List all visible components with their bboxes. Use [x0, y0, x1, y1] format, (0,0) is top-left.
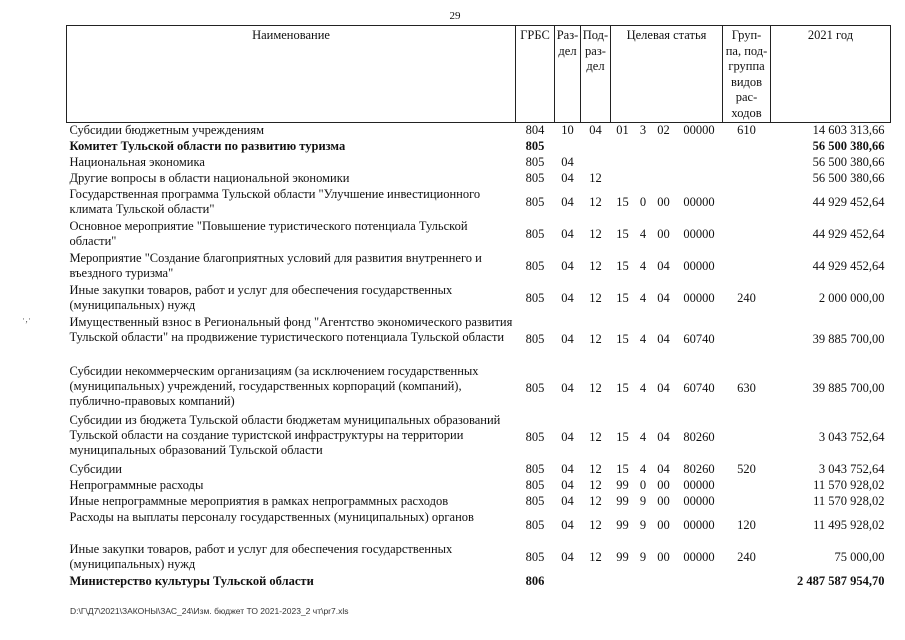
row-amount: 39 885 700,00: [812, 331, 885, 346]
row-target-direction: 80260: [683, 429, 715, 444]
row-target-event: 04: [657, 380, 670, 395]
row-name: Субсидии: [69, 461, 122, 476]
row-grbs: 805: [525, 429, 545, 444]
row-name: Национальная экономика: [69, 154, 205, 169]
row-podrazdel: 12: [589, 195, 602, 209]
row-target-subprogram: 4: [639, 462, 647, 476]
row-razdel: 04: [561, 518, 574, 532]
row-grbs: 804: [525, 123, 545, 138]
row-amount: 56 500 380,66: [812, 139, 885, 153]
row-target-direction: 00000: [683, 550, 715, 564]
table-row: [67, 542, 891, 574]
row-amount: 44 929 452,64: [812, 259, 885, 273]
row-target-direction: 60740: [683, 331, 715, 346]
table-row: [67, 219, 891, 251]
row-target-program: 15: [616, 259, 629, 273]
row-amount: 2 000 000,00: [818, 291, 885, 305]
table-header-row: [67, 26, 891, 123]
row-expense-group: [723, 574, 771, 590]
row-target-subprogram: 0: [639, 478, 647, 492]
row-grbs: 805: [525, 462, 545, 476]
row-grbs: 805: [525, 171, 545, 185]
row-expense-group: [723, 251, 771, 283]
margin-mark: ·‚·: [22, 314, 31, 324]
row-target-subprogram: 4: [639, 227, 647, 241]
row-podrazdel: 12: [589, 331, 602, 346]
row-expense-group: 240: [737, 291, 756, 305]
header-razdel: Раз- дел: [555, 26, 581, 123]
row-expense-group: [723, 413, 771, 462]
row-target-program: 01: [616, 123, 629, 138]
table-row: [67, 364, 891, 413]
row-razdel: [555, 574, 581, 590]
row-name: Мероприятие "Создание благоприятных условий для развития внутреннего и въездного туризма": [69, 250, 482, 280]
row-razdel: 04: [561, 462, 574, 476]
row-target-direction: [676, 139, 723, 155]
row-amount: 3 043 752,64: [818, 462, 885, 476]
row-expense-group: [723, 315, 771, 364]
row-target-program: [611, 139, 635, 155]
row-target-subprogram: [635, 574, 652, 590]
row-target-subprogram: [635, 155, 652, 171]
row-target-event: 00: [657, 227, 670, 241]
row-target-subprogram: 4: [639, 380, 647, 395]
row-razdel: 04: [561, 259, 574, 273]
table-body: [67, 123, 891, 590]
row-podrazdel: 12: [589, 380, 602, 395]
row-target-program: 15: [616, 429, 629, 444]
row-amount: 56 500 380,66: [812, 171, 885, 185]
row-name: Имущественный взнос в Региональный фонд "Агентство экономического развития Тульской области" на продвижение туристического потенциала Тульской области: [69, 314, 513, 344]
row-expense-group: [723, 219, 771, 251]
row-target-event: 00: [657, 550, 670, 564]
row-grbs: 805: [525, 139, 545, 153]
row-podrazdel: 12: [589, 227, 602, 241]
row-razdel: 04: [561, 478, 574, 492]
row-razdel: [555, 139, 581, 155]
row-grbs: 805: [525, 195, 545, 209]
row-target-event: 04: [657, 259, 670, 273]
header-year: 2021 год: [771, 26, 891, 123]
row-target-program: 15: [616, 462, 629, 476]
row-grbs: 805: [525, 550, 545, 564]
row-target-program: 15: [616, 195, 629, 209]
row-grbs: 805: [525, 478, 545, 492]
row-target-subprogram: 0: [639, 195, 647, 209]
header-target-article: Целевая статья: [611, 26, 723, 123]
row-razdel: 04: [561, 171, 574, 185]
row-name: Иные закупки товаров, работ и услуг для обеспечения государственных (муниципальных) нужд: [69, 282, 453, 312]
row-amount: 11 570 928,02: [813, 478, 885, 492]
row-podrazdel: 12: [589, 171, 602, 185]
row-amount: 14 603 313,66: [812, 123, 885, 138]
row-amount: 2 487 587 954,70: [797, 574, 885, 588]
row-expense-group: [723, 478, 771, 494]
row-grbs: 805: [525, 291, 545, 305]
row-target-program: 15: [616, 227, 629, 241]
budget-table-container: [66, 25, 890, 590]
row-target-event: 02: [657, 123, 670, 138]
row-grbs: 805: [525, 380, 545, 395]
row-razdel: 04: [561, 227, 574, 241]
row-name: Другие вопросы в области национальной экономики: [69, 170, 350, 185]
row-amount: 44 929 452,64: [812, 195, 885, 209]
table-row: [67, 494, 891, 510]
row-razdel: 04: [561, 195, 574, 209]
row-target-direction: [676, 574, 723, 590]
row-target-event: 04: [657, 429, 670, 444]
row-name: Непрограммные расходы: [69, 477, 204, 492]
row-name: Иные непрограммные мероприятия в рамках непрограммных расходов: [69, 493, 449, 508]
row-amount: 44 929 452,64: [812, 227, 885, 241]
row-podrazdel: 12: [589, 550, 602, 564]
file-path-footer: D:\Г\Д7\2021\ЗАКОНЫ\ЗАС_24\Изм. бюджет ТО 2021-2023_2 чт\pr7.xls: [70, 606, 349, 616]
row-target-event: 00: [657, 195, 670, 209]
row-expense-group: [723, 139, 771, 155]
row-target-subprogram: 9: [639, 494, 647, 508]
row-razdel: 04: [561, 291, 574, 305]
row-podrazdel: 12: [589, 478, 602, 492]
row-expense-group: 520: [737, 462, 756, 476]
page-number: 29: [449, 10, 461, 22]
row-expense-group: 610: [737, 123, 756, 138]
row-amount: 56 500 380,66: [812, 155, 885, 169]
row-grbs: 805: [525, 518, 545, 532]
row-grbs: 806: [525, 574, 545, 588]
row-podrazdel: [581, 155, 611, 171]
row-target-event: [652, 171, 676, 187]
row-name: Субсидии некоммерческим организациям (за исключением государственных (муниципальных) учреждений, государственных корпораций (компаний), публично-правовых компаний): [69, 363, 479, 408]
row-target-program: 99: [616, 518, 629, 532]
row-razdel: 04: [561, 550, 574, 564]
row-target-event: 00: [657, 478, 670, 492]
row-podrazdel: 12: [589, 291, 602, 305]
row-target-subprogram: 4: [639, 259, 647, 273]
row-target-program: [611, 574, 635, 590]
row-podrazdel: [581, 574, 611, 590]
row-target-direction: [676, 155, 723, 171]
row-expense-group: [723, 155, 771, 171]
row-name: Субсидии бюджетным учреждениям: [69, 123, 265, 137]
row-target-direction: 60740: [683, 380, 715, 395]
row-grbs: 805: [525, 331, 545, 346]
row-target-direction: 00000: [683, 291, 715, 305]
row-target-direction: 00000: [683, 227, 715, 241]
row-razdel: 04: [561, 429, 574, 444]
row-podrazdel: 12: [589, 259, 602, 273]
row-grbs: 805: [525, 259, 545, 273]
row-podrazdel: 04: [589, 123, 602, 138]
row-target-program: [611, 171, 635, 187]
row-expense-group: 630: [737, 380, 756, 395]
row-target-event: [652, 155, 676, 171]
row-expense-group: [723, 171, 771, 187]
row-grbs: 805: [525, 155, 545, 169]
row-podrazdel: 12: [589, 462, 602, 476]
row-razdel: 04: [561, 331, 574, 346]
table-row: [67, 283, 891, 315]
row-podrazdel: 12: [589, 429, 602, 444]
row-target-direction: 00000: [683, 123, 715, 138]
row-name: Расходы на выплаты персоналу государственных (муниципальных) органов: [69, 509, 474, 524]
row-target-program: 99: [616, 478, 629, 492]
row-target-program: 15: [616, 380, 629, 395]
row-target-program: 15: [616, 291, 629, 305]
row-razdel: 04: [561, 155, 574, 169]
budget-table: [66, 25, 891, 590]
row-razdel: 04: [561, 494, 574, 508]
table-row: [67, 462, 891, 478]
row-podrazdel: [581, 139, 611, 155]
header-podrazdel: Под- раз- дел: [581, 26, 611, 123]
row-grbs: 805: [525, 227, 545, 241]
row-target-event: [652, 139, 676, 155]
row-target-subprogram: 9: [639, 550, 647, 564]
table-row: [67, 574, 891, 590]
row-target-event: 04: [657, 291, 670, 305]
row-target-direction: 80260: [683, 462, 715, 476]
row-expense-group: 240: [737, 550, 756, 564]
row-target-event: 04: [657, 331, 670, 346]
table-row: [67, 413, 891, 462]
row-target-direction: 00000: [683, 478, 715, 492]
row-target-event: [652, 574, 676, 590]
row-target-direction: 00000: [683, 518, 715, 532]
row-amount: 11 570 928,02: [813, 494, 885, 508]
table-row: [67, 315, 891, 364]
row-podrazdel: 12: [589, 518, 602, 532]
row-amount: 11 495 928,02: [813, 518, 885, 532]
row-amount: 3 043 752,64: [818, 429, 885, 444]
row-target-program: 99: [616, 494, 629, 508]
row-amount: 75 000,00: [834, 550, 885, 564]
row-expense-group: [723, 494, 771, 510]
row-name: Основное мероприятие "Повышение туристического потенциала Тульской области": [69, 218, 468, 248]
row-target-subprogram: 4: [639, 331, 647, 346]
header-expense-group: Груп- па, под- группа видов рас- ходов: [723, 26, 771, 123]
table-row: [67, 123, 891, 139]
row-target-direction: 00000: [683, 494, 715, 508]
row-name: Государственная программа Тульской области "Улучшение инвестиционного климата Тульской области": [69, 186, 481, 216]
row-target-subprogram: 4: [639, 291, 647, 305]
table-row: [67, 155, 891, 171]
row-razdel: 04: [561, 380, 574, 395]
header-name: Наименование: [67, 26, 516, 123]
row-target-program: 15: [616, 331, 629, 346]
table-row: [67, 510, 891, 542]
table-row: [67, 171, 891, 187]
row-target-program: 99: [616, 550, 629, 564]
row-target-subprogram: 3: [639, 123, 647, 138]
row-podrazdel: 12: [589, 494, 602, 508]
row-target-subprogram: [635, 171, 652, 187]
table-row: [67, 187, 891, 219]
row-expense-group: [723, 187, 771, 219]
row-target-direction: 00000: [683, 259, 715, 273]
row-name: Комитет Тульской области по развитию туризма: [69, 138, 346, 153]
table-row: [67, 478, 891, 494]
table-row: [67, 139, 891, 155]
row-name: Министерство культуры Тульской области: [69, 573, 314, 588]
table-row: [67, 251, 891, 283]
row-target-event: 00: [657, 518, 670, 532]
row-name: Субсидии из бюджета Тульской области бюджетам муниципальных образований Тульской области на создание туристской инфраструктуры на территории муниципальных образований Тульской области: [69, 412, 501, 457]
row-target-subprogram: 4: [639, 429, 647, 444]
header-grbs: ГРБС: [516, 26, 555, 123]
row-expense-group: 120: [737, 518, 756, 532]
row-target-event: 00: [657, 494, 670, 508]
row-name: Иные закупки товаров, работ и услуг для обеспечения государственных (муниципальных) нужд: [69, 541, 453, 571]
row-target-direction: [676, 171, 723, 187]
row-target-event: 04: [657, 462, 670, 476]
row-target-subprogram: [635, 139, 652, 155]
row-grbs: 805: [525, 494, 545, 508]
row-target-program: [611, 155, 635, 171]
row-amount: 39 885 700,00: [812, 380, 885, 395]
row-razdel: 10: [561, 123, 574, 138]
row-target-direction: 00000: [683, 195, 715, 209]
row-target-subprogram: 9: [639, 518, 647, 532]
